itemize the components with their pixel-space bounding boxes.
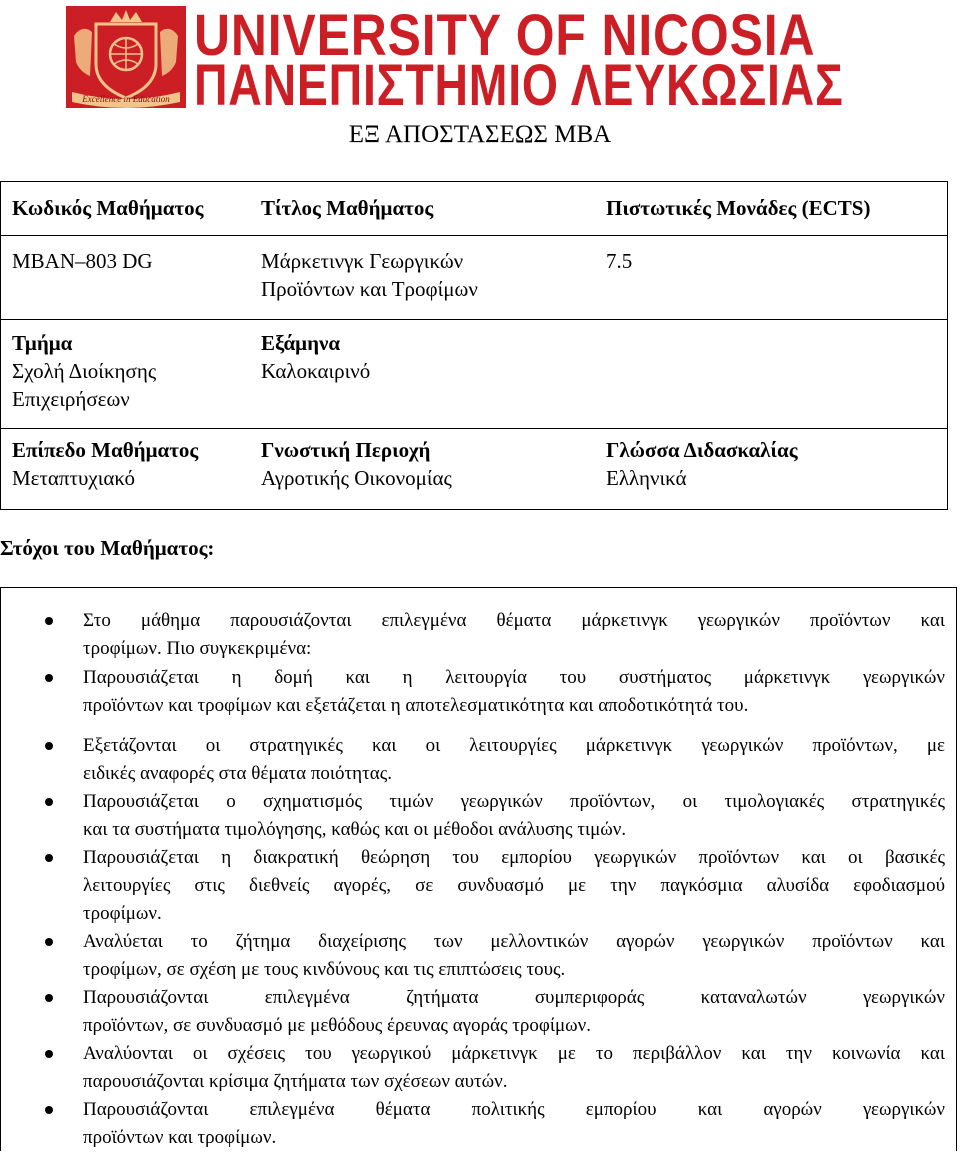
- title-header: Τίτλος Μαθήματος: [261, 196, 434, 220]
- level-label: Επίπεδο Μαθήματος: [12, 438, 199, 462]
- bullet-icon: [45, 994, 53, 1002]
- objective-line: Παρουσιάζεται η δομή και η λειτουργία του συστήματος μάρκετινγκ γεωργικών: [83, 667, 945, 688]
- university-crest-icon: [66, 6, 186, 108]
- department-value: Επιχειρήσεων: [12, 387, 130, 411]
- bullet-icon: [45, 854, 53, 862]
- field-label: Γνωστική Περιοχή: [261, 438, 431, 462]
- logo-english-name: UNIVERSITY OF NICOSIA: [194, 3, 816, 68]
- objective-line: και τα συστήματα τιμολόγησης, καθώς και οι μέθοδοι ανάλυσης τιμών.: [83, 819, 627, 840]
- objective-line: Παρουσιάζεται ο σχηματισμός τιμών γεωργικών προϊόντων, οι τιμολογιακές στρατηγικές: [83, 791, 945, 812]
- objective-line: τροφίμων, σε σχέση με τους κινδύνους και τις επιπτώσεις τους.: [83, 959, 566, 980]
- language-label: Γλώσσα Διδασκαλίας: [606, 438, 798, 462]
- objective-line: προϊόντων και τροφίμων.: [83, 1127, 277, 1148]
- university-logo: [66, 3, 896, 118]
- semester-label: Εξάμηνα: [261, 331, 341, 355]
- department-label: Τμήμα: [12, 331, 73, 355]
- objective-item: [83, 664, 945, 720]
- course-title-line: Μάρκετινγκ Γεωργικών: [261, 249, 464, 273]
- course-ects: 7.5: [606, 249, 633, 273]
- course-row: [1, 236, 947, 320]
- objective-item: [83, 984, 945, 1040]
- objective-item: [83, 788, 945, 844]
- crest-motto: Excellence in Education: [82, 94, 170, 104]
- bullet-icon: [45, 938, 53, 946]
- code-header: Κωδικός Μαθήματος: [12, 196, 204, 220]
- objective-item: [83, 1096, 945, 1152]
- ects-header: Πιστωτικές Μονάδες (ECTS): [606, 196, 871, 220]
- bullet-icon: [45, 742, 53, 750]
- semester-cell: [261, 329, 591, 385]
- department-cell: [12, 329, 252, 413]
- objective-line: Παρουσιάζεται η διακρατική θεώρηση του εμπορίου γεωργικών προϊόντων και οι βασικές: [83, 847, 945, 868]
- objective-line: ειδικές αναφορές στα θέματα ποιότητας.: [83, 763, 392, 784]
- objective-line: Εξετάζονται οι στρατηγικές και οι λειτουργίες μάρκετινγκ γεωργικών προϊόντων, με: [83, 735, 945, 756]
- objective-line: Αναλύεται το ζήτημα διαχείρισης των μελλοντικών αγορών γεωργικών προϊόντων και: [83, 931, 945, 952]
- bullet-icon: [45, 798, 53, 806]
- page-title: ΕΞ ΑΠΟΣΤΑΣΕΩΣ MBA: [348, 121, 612, 148]
- department-value: Σχολή Διοίκησης: [12, 359, 157, 383]
- objective-line: Παρουσιάζονται επιλεγμένα θέματα πολιτικής εμπορίου και αγορών γεωργικών: [83, 1099, 945, 1120]
- objective-line: παρουσιάζονται κρίσιμα ζητήματα των σχέσεων αυτών.: [83, 1071, 508, 1092]
- table-header-row: [1, 182, 947, 236]
- course-code: MBAN–803 DG: [12, 249, 153, 273]
- objective-item: [83, 607, 945, 663]
- objectives-heading: Στόχοι του Μαθήματος:: [0, 536, 215, 560]
- objectives-list: [0, 587, 957, 1151]
- level-value: Μεταπτυχιακό: [12, 466, 135, 490]
- bullet-icon: [45, 1106, 53, 1114]
- objective-line: προϊόντων, σε συνδυασμό με μεθόδους έρευνας αγοράς τροφίμων.: [83, 1015, 591, 1036]
- field-cell: [261, 436, 591, 492]
- objective-line: Στο μάθημα παρουσιάζονται επιλεγμένα θέματα μάρκετινγκ γεωργικών προϊόντων και: [83, 610, 945, 631]
- bullet-icon: [45, 674, 53, 682]
- level-row: [1, 429, 947, 509]
- objective-line: λειτουργίες στις διεθνείς αγορές, σε συνδυασμό με την παγκόσμια αλυσίδα εφοδιασμού: [83, 875, 945, 896]
- bullet-icon: [45, 617, 53, 625]
- objective-line: τροφίμων. Πιο συγκεκριμένα:: [83, 638, 312, 659]
- logo-greek-name: ΠΑΝΕΠΙΣΤΗΜΙΟ ΛΕΥΚΩΣΙΑΣ: [194, 53, 844, 118]
- language-value: Ελληνικά: [606, 466, 687, 490]
- objective-item: [83, 844, 945, 928]
- objective-item: [83, 928, 945, 984]
- course-title: [261, 247, 591, 303]
- field-value: Αγροτικής Οικονομίας: [261, 466, 452, 490]
- course-info-table: [0, 181, 948, 510]
- objective-item: [83, 732, 945, 788]
- objective-line: Αναλύονται οι σχέσεις του γεωργικού μάρκετινγκ με το περιβάλλον και την κοινωνία και: [83, 1043, 945, 1064]
- semester-value: Καλοκαιρινό: [261, 359, 371, 383]
- objective-line: Παρουσιάζονται επιλεγμένα ζητήματα συμπεριφοράς καταναλωτών γεωργικών: [83, 987, 945, 1008]
- objective-line: προϊόντων και τροφίμων και εξετάζεται η αποτελεσματικότητα και αποδοτικότητά του.: [83, 695, 749, 716]
- bullet-icon: [45, 1050, 53, 1058]
- objective-line: τροφίμων.: [83, 903, 162, 924]
- course-title-line: Προϊόντων και Τροφίμων: [261, 277, 478, 301]
- language-cell: [606, 436, 946, 492]
- objective-item: [83, 1040, 945, 1096]
- level-cell: [12, 436, 252, 492]
- department-row: [1, 320, 947, 429]
